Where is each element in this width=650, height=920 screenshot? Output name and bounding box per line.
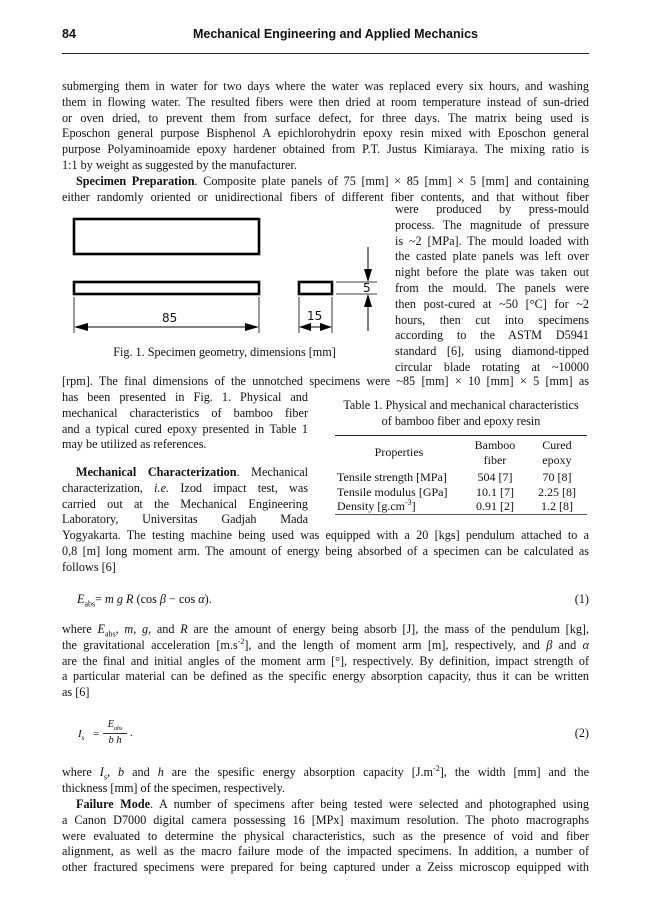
text-line: 0,8 [m] long moment arm. The amount of energy being absorbed of a specimen can be calculated as [62, 543, 589, 558]
section-heading: Mechanical Characterization [76, 465, 237, 479]
table-row [335, 499, 587, 514]
text-line: standard [6], using diamond-tipped [395, 344, 589, 359]
text-line: purpose Polyaminoamide epoxy hardener obtained from P.T. Justus Kimiaraya. The mixing ratio is [62, 142, 589, 157]
cell-bamboo: 0.91 [2] [475, 499, 514, 513]
cell-bamboo: 504 [7] [477, 470, 513, 484]
table-caption-line: of bamboo fiber and epoxy resin [381, 413, 541, 428]
text-line: is ~2 [MPa]. The mould loaded with [395, 233, 589, 248]
text-line: alignment, as well as the macro failure mode of the impacted specimens. In addition, a number of [62, 844, 589, 859]
text-span: , b and h are the spesific energy absorption capacity [J.m [106, 765, 434, 779]
specimen-side-view [74, 282, 259, 294]
text-line: the casted plate panels was left over [395, 249, 589, 264]
eq-symbol: E [77, 592, 85, 606]
eq-lhs [78, 728, 85, 743]
figure-caption: Fig. 1. Specimen geometry, dimensions [mm] [113, 345, 336, 359]
text-line: hours, then cut into specimens [395, 312, 589, 327]
table-row [335, 485, 587, 500]
text-span: . A number of specimens after being tested were selected and photographed using [150, 797, 589, 811]
text-span: i.e. [154, 480, 170, 495]
cell-epoxy: 70 [8] [542, 470, 572, 484]
text-line: other fractured specimens were prepared for being captured under a Zeiss microscop equipped with [62, 860, 589, 875]
text-line: thickness [mm] of the specimen, respectively. [62, 780, 285, 795]
text-line: Laboratory, Universitas Gadjah Mada [62, 512, 308, 527]
text-line [62, 465, 308, 481]
equation-number: (1) [574, 592, 589, 606]
eq-period: . [130, 727, 133, 739]
header-line: fiber [483, 452, 507, 467]
table-caption-line: Table 1. Physical and mechanical characteristics [343, 398, 579, 412]
text-span: Izod impact test, was [169, 480, 308, 495]
text-line: were evaluated to determine the physical characteristics, such as the presence of void and fiber [62, 828, 589, 843]
text-line: [rpm]. The final dimensions of the unnotched specimens were ~85 [mm] × 10 [mm] × 5 [mm] as [62, 374, 589, 388]
text-line: as [6] [62, 685, 90, 700]
text-line [62, 797, 589, 813]
eq-denominator: b h [108, 735, 122, 746]
cell-property [335, 499, 463, 514]
eq-subscript: abs [114, 726, 123, 733]
text-line: process. The magnitude of pressure [395, 217, 589, 232]
fraction-bar [103, 733, 127, 734]
text-line: or oven dried, to prevent them from surface defect, for three days. The matrix being used is [62, 110, 589, 125]
cell-epoxy: 2.25 [8] [537, 484, 576, 499]
specimen-end-view [299, 282, 332, 294]
paragraph-specimen-preparation [62, 174, 589, 206]
superscript: -2 [433, 763, 440, 773]
paragraph-fiber-treatment [62, 79, 589, 174]
equation-body [77, 592, 212, 607]
eq-symbol: I [78, 728, 82, 740]
text-line: night before the plate was taken out [395, 265, 589, 280]
text-line-full [62, 374, 589, 390]
paragraph-equation2-explanation [62, 765, 589, 797]
equation-number: (2) [574, 726, 589, 740]
specimen-drawing [62, 205, 387, 345]
text-line: the gravitational acceleration $[m.s^{-2}]$, and the length of moment arm [m], respectively, and β and α [62, 636, 589, 652]
text-line: Eposchon general purpose Bisphenol A epichlorohydrin epoxy resin mixed with Eposchon general [62, 126, 589, 141]
paragraph-equation1-explanation [62, 622, 589, 701]
table-header-row [335, 436, 587, 471]
text-span: characterization, [62, 480, 155, 495]
section-heading: Failure Mode [76, 797, 151, 811]
text-line: according to the ASTM D5941 [395, 328, 589, 343]
cell-property: Tensile strength [MPa] [337, 470, 447, 484]
dimension-label-thickness: 5 [363, 281, 371, 295]
text-line: has been presented in Fig. 1. Physical and [62, 390, 308, 404]
text-line: a Canon D7000 digital camera possessing 16 [MPx] maximum resolution. The photo macrographs [62, 812, 589, 827]
text-line: then post-cured at ~50 [°C] for ~2 [395, 296, 589, 311]
text-span: . Mechanical [236, 465, 308, 479]
eq-subscript: abs [84, 599, 96, 609]
eq-rhs: = m g R (cos β − cos α). [95, 592, 212, 606]
figure-specimen-geometry [62, 205, 387, 375]
text-line: submerging them in water for two days where the water was replaced every six hours, and washing [62, 79, 589, 93]
dimension-label-width: 15 [307, 309, 323, 323]
equation-2 [62, 718, 589, 752]
eq-symbol: E [107, 719, 115, 730]
header-line: epoxy [542, 452, 572, 467]
cell-property: Tensile modulus [GPa] [337, 484, 448, 499]
text-line [62, 174, 589, 190]
column-header-epoxy [527, 436, 587, 471]
text-line: follows [6] [62, 559, 116, 574]
text-line: a particular material can be defined as the specific energy absorption capacity, thus it can be written [62, 669, 589, 684]
eq-subscript: s [81, 734, 85, 743]
journal-title: Mechanical Engineering and Applied Mechanics [192, 27, 479, 41]
paragraph-mechanical-characterization [62, 465, 308, 528]
superscript: -3 [405, 498, 412, 507]
text-span: ], the width [mm] and the [439, 765, 589, 779]
text-span: where [62, 765, 100, 779]
specimen-top-view [74, 219, 259, 254]
text-line: either randomly oriented or unidirectional fibers of different fiber contents, and that without fiber [62, 189, 589, 204]
header-line: Bamboo [474, 438, 516, 452]
text-line: where $E_{abs}$, m, g, and R are the amount of energy being absorb [J], the mass of the pendulum [kg], [62, 622, 590, 639]
table-properties [335, 435, 587, 515]
text-line: were produced by press-mould [395, 202, 589, 216]
dimension-label-length: 85 [162, 311, 178, 325]
page-number: 84 [62, 27, 76, 41]
left-column-text [62, 390, 308, 453]
text-line: and a typical cured epoxy presented in Table 1 [62, 421, 308, 436]
text-line: them in flowing water. The resulted fibers were then dried at room temperature instead of sun-dried [62, 94, 589, 109]
text-line: from the mould. The panels were [395, 280, 589, 295]
text-line: where $I_s$, b and h are the spesific energy absorption capacity $[J.m^{-2}]$, the width [mm] and the [62, 763, 589, 782]
text-line: mechanical characteristics of bamboo fiber [62, 405, 308, 420]
eq-numerator [103, 719, 127, 731]
section-heading: Specimen Preparation [76, 174, 195, 188]
column-header-properties: Properties [374, 445, 424, 460]
text-line: circular blade rotating at ~10000 [395, 359, 589, 374]
eq-equals: = [93, 728, 100, 740]
table-caption [333, 398, 589, 430]
text-line: may be utilized as references. [62, 437, 207, 452]
cell-bamboo: 10.1 [7] [475, 484, 514, 499]
table-row [335, 470, 587, 485]
text-line: Yogyakarta. The testing machine being used was equipped with a 20 [kgs] pendulum attached to a [62, 528, 589, 542]
text-line: carried out at the Mechanical Engineering [62, 496, 308, 511]
right-column-text [395, 202, 589, 376]
text-span: Density [g.cm [337, 499, 405, 513]
column-header-bamboo [463, 436, 527, 471]
text-line [62, 481, 308, 497]
text-line: are the final and initial angles of the moment arm [°], respectively. By definition, impact strength of [62, 653, 589, 668]
text-line: 1:1 by weight as suggested by the manufacturer. [62, 157, 297, 172]
cell-epoxy: 1.2 [8] [540, 499, 573, 513]
equation-1 [62, 592, 589, 608]
text-span: . Composite plate panels of 75 [mm] × 85 [mm] × 5 [mm] and containing [194, 174, 589, 188]
header-line: Cured [542, 438, 572, 452]
text-span: ] [411, 499, 416, 513]
paragraph-testing-machine [62, 528, 589, 575]
paragraph-failure-mode [62, 797, 589, 876]
running-header [62, 24, 589, 54]
